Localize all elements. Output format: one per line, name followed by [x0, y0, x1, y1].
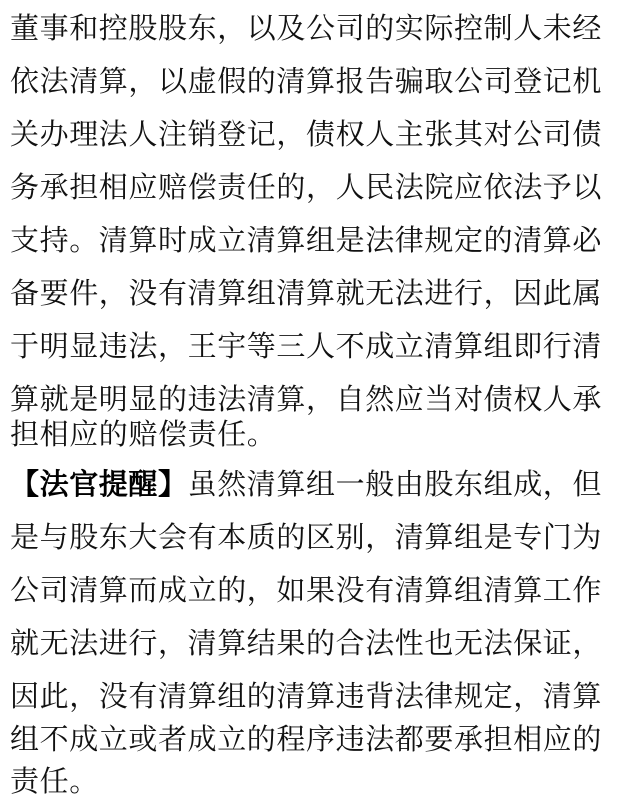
paragraph-1-line-3: 关办理法人注销登记，债权人主张其对公司债 [10, 117, 603, 151]
paragraph-2-line-7: 责任。 [10, 764, 99, 798]
paragraph-2-line-3: 公司清算而成立的，如果没有清算组清算工作 [10, 573, 603, 607]
paragraph-2-line-6: 组不成立或者成立的程序违法都要承担相应的 [10, 722, 603, 756]
paragraph-1-line-9: 担相应的赔偿责任。 [10, 417, 277, 451]
paragraph-2-line-4: 就无法进行，清算结果的合法性也无法保证， [10, 626, 603, 660]
paragraph-1-line-5: 支持。清算时成立清算组是法律规定的清算必 [10, 223, 603, 257]
paragraph-1-line-6: 备要件，没有清算组清算就无法进行，因此属 [10, 276, 603, 310]
paragraph-2-line-1 [10, 460, 630, 508]
paragraph-1-line-8: 算就是明显的违法清算，自然应当对债权人承 [10, 382, 603, 416]
paragraph-1-line-2: 依法清算，以虚假的清算报告骗取公司登记机 [10, 64, 603, 98]
paragraph-1-line-1: 董事和控股股东，以及公司的实际控制人未经 [10, 11, 603, 45]
paragraph-2-line-2: 是与股东大会有本质的区别，清算组是专门为 [10, 520, 603, 554]
judge-reminder-heading: 【法官提醒】 [10, 467, 188, 501]
paragraph-2-line-5: 因此，没有清算组的清算违背法律规定，清算 [10, 679, 603, 713]
paragraph-2-line-1-text: 虽然清算组一般由股东组成，但 [187, 467, 603, 501]
paragraph-1-line-4: 务承担相应赔偿责任的，人民法院应依法予以 [10, 170, 603, 204]
paragraph-1-line-7: 于明显违法，王宇等三人不成立清算组即行清 [10, 329, 603, 363]
